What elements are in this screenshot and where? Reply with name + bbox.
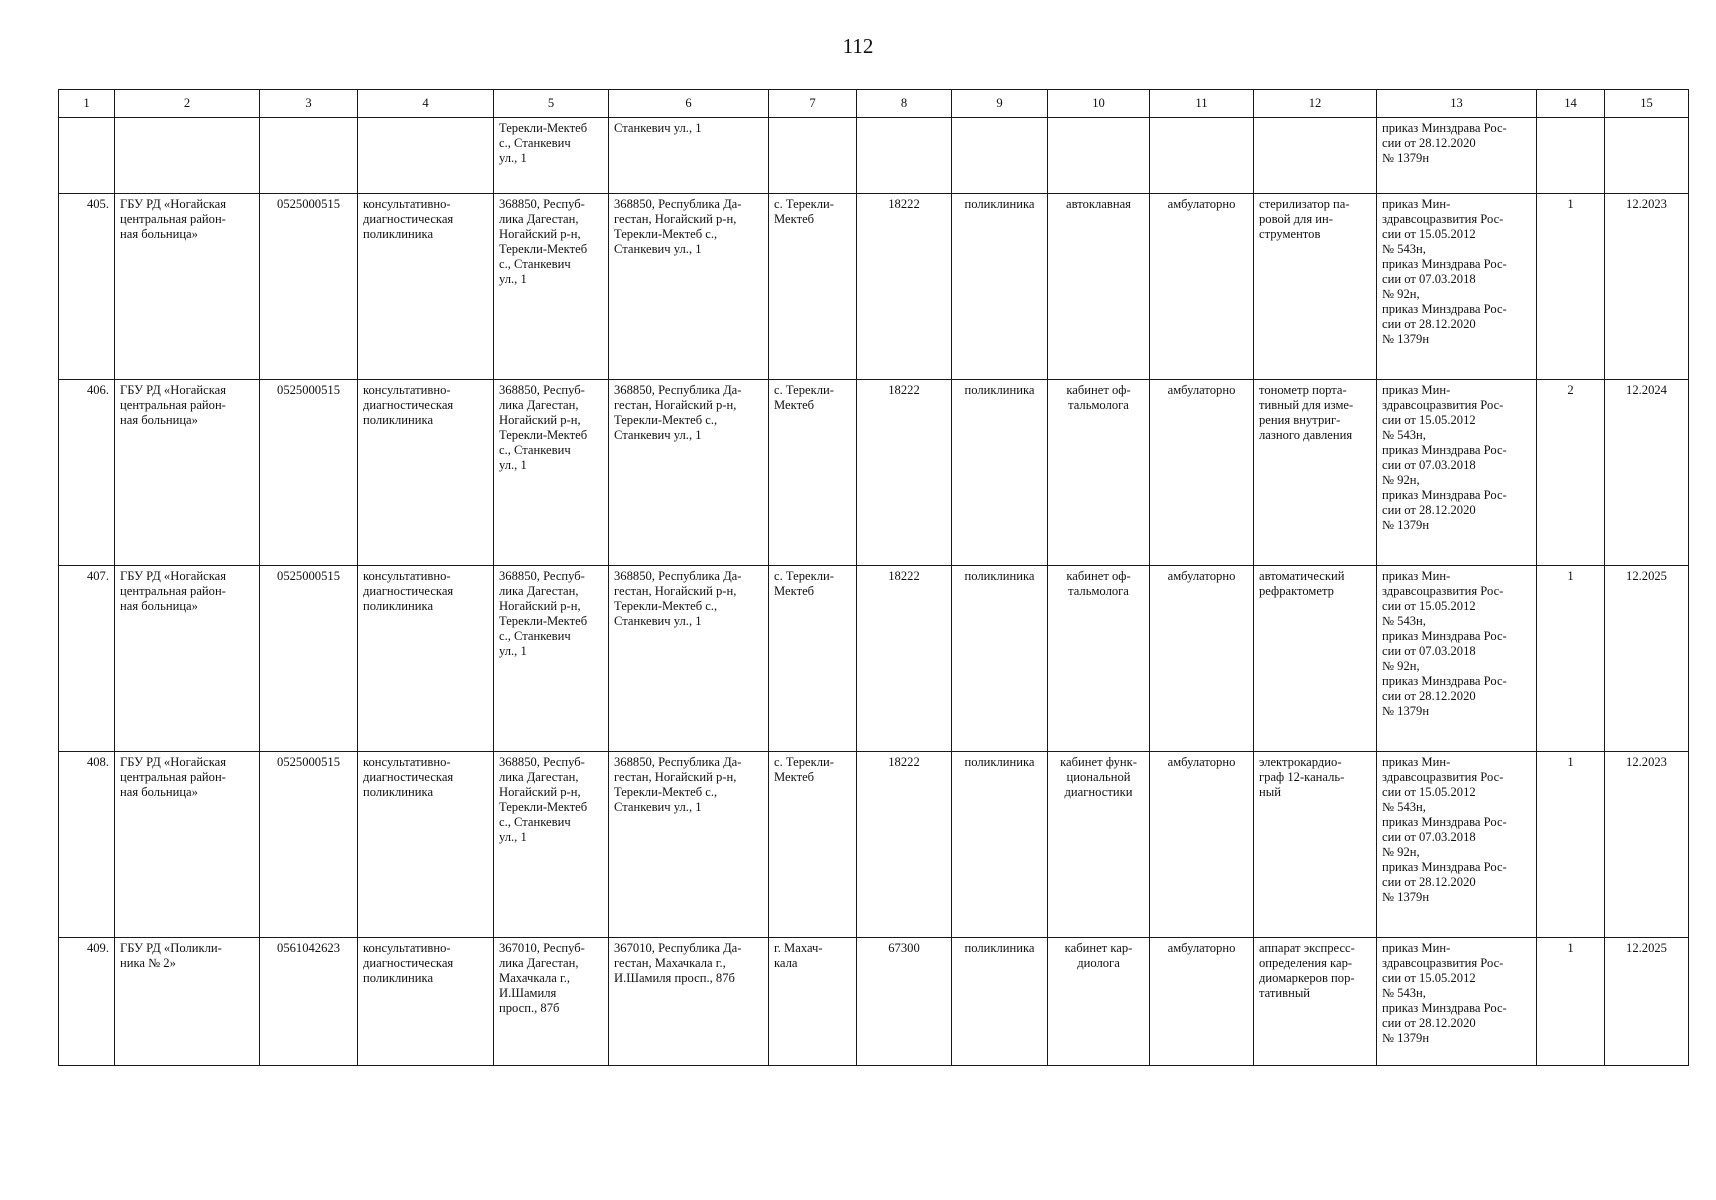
cell-qty: 1 xyxy=(1537,938,1605,1066)
page-number: 112 xyxy=(842,34,874,58)
cell-room: кабинет оф- тальмолога xyxy=(1048,380,1150,566)
cell-code: 18222 xyxy=(857,752,952,938)
cell-qty: 1 xyxy=(1537,194,1605,380)
column-header: 5 xyxy=(494,90,609,118)
cell-type xyxy=(358,118,494,194)
column-header: 14 xyxy=(1537,90,1605,118)
cell-address: 368850, Респуб- лика Дагестан, Ногайский р-н, Терекли-Мектеб с., Станкевич ул., 1 xyxy=(494,194,609,380)
cell-org: ГБУ РД «Ногайская центральная район- ная больница» xyxy=(115,752,260,938)
cell-code: 67300 xyxy=(857,938,952,1066)
table-row xyxy=(59,194,1689,380)
column-header: 13 xyxy=(1377,90,1537,118)
cell-locality: с. Терекли- Мектеб xyxy=(769,194,857,380)
cell-type: консультативно- диагностическая поликлиника xyxy=(358,566,494,752)
cell-facility: поликлиника xyxy=(952,194,1048,380)
column-header: 8 xyxy=(857,90,952,118)
cell-equipment xyxy=(1254,118,1377,194)
cell-address: 368850, Респуб- лика Дагестан, Ногайский р-н, Терекли-Мектеб с., Станкевич ул., 1 xyxy=(494,566,609,752)
cell-mode xyxy=(1150,118,1254,194)
cell-inn: 0525000515 xyxy=(260,380,358,566)
column-header: 7 xyxy=(769,90,857,118)
continuation-row xyxy=(59,118,1689,194)
cell-basis: приказ Мин- здравсоцразвития Рос- сии от 15.05.2012 № 543н, приказ Минздрава Рос- сии от 07.03.2018 № 92н, приказ Минздрава Рос- сии от 28.12.2020 № 1379н xyxy=(1377,380,1537,566)
cell-org: ГБУ РД «Ногайская центральная район- ная больница» xyxy=(115,194,260,380)
cell-address: 367010, Респуб- лика Дагестан, Махачкала г., И.Шамиля просп., 87б xyxy=(494,938,609,1066)
cell-code xyxy=(857,118,952,194)
cell-equipment: электрокардио- граф 12-каналь- ный xyxy=(1254,752,1377,938)
cell-address: 368850, Респуб- лика Дагестан, Ногайский р-н, Терекли-Мектеб с., Станкевич ул., 1 xyxy=(494,380,609,566)
column-header: 6 xyxy=(609,90,769,118)
cell-type: консультативно- диагностическая поликлиника xyxy=(358,938,494,1066)
cell-basis: приказ Минздрава Рос- сии от 28.12.2020 № 1379н xyxy=(1377,118,1537,194)
cell-type: консультативно- диагностическая поликлиника xyxy=(358,752,494,938)
cell-inn xyxy=(260,118,358,194)
cell-qty: 2 xyxy=(1537,380,1605,566)
cell-inn: 0525000515 xyxy=(260,752,358,938)
cell-inn: 0525000515 xyxy=(260,566,358,752)
column-header: 9 xyxy=(952,90,1048,118)
column-header: 1 xyxy=(59,90,115,118)
cell-code: 18222 xyxy=(857,194,952,380)
cell-mode: амбулаторно xyxy=(1150,566,1254,752)
cell-mode: амбулаторно xyxy=(1150,194,1254,380)
cell-mode: амбулаторно xyxy=(1150,752,1254,938)
cell-org: ГБУ РД «Ногайская центральная район- ная больница» xyxy=(115,380,260,566)
cell-facility: поликлиника xyxy=(952,566,1048,752)
cell-mode: амбулаторно xyxy=(1150,938,1254,1066)
cell-org: ГБУ РД «Поликли- ника № 2» xyxy=(115,938,260,1066)
cell-locality: г. Махач- кала xyxy=(769,938,857,1066)
cell-date xyxy=(1605,118,1689,194)
cell-date: 12.2023 xyxy=(1605,194,1689,380)
cell-room: кабинет кар- диолога xyxy=(1048,938,1150,1066)
table-row xyxy=(59,566,1689,752)
cell-num: 406. xyxy=(59,380,115,566)
column-header: 12 xyxy=(1254,90,1377,118)
cell-org xyxy=(115,118,260,194)
cell-address2: 368850, Республика Да- гестан, Ногайский р-н, Терекли-Мектеб с., Станкевич ул., 1 xyxy=(609,566,769,752)
cell-qty xyxy=(1537,118,1605,194)
column-header: 11 xyxy=(1150,90,1254,118)
cell-code: 18222 xyxy=(857,380,952,566)
cell-facility: поликлиника xyxy=(952,752,1048,938)
cell-basis: приказ Мин- здравсоцразвития Рос- сии от 15.05.2012 № 543н, приказ Минздрава Рос- сии от 28.12.2020 № 1379н xyxy=(1377,938,1537,1066)
cell-num: 408. xyxy=(59,752,115,938)
cell-num: 407. xyxy=(59,566,115,752)
cell-inn: 0525000515 xyxy=(260,194,358,380)
cell-equipment: стерилизатор па- ровой для ин- струментов xyxy=(1254,194,1377,380)
cell-num: 405. xyxy=(59,194,115,380)
cell-locality xyxy=(769,118,857,194)
column-header: 4 xyxy=(358,90,494,118)
table-row xyxy=(59,380,1689,566)
cell-address2: 367010, Республика Да- гестан, Махачкала г., И.Шамиля просп., 87б xyxy=(609,938,769,1066)
cell-locality: с. Терекли- Мектеб xyxy=(769,752,857,938)
cell-date: 12.2025 xyxy=(1605,566,1689,752)
cell-address: Терекли-Мектеб с., Станкевич ул., 1 xyxy=(494,118,609,194)
cell-address2: Станкевич ул., 1 xyxy=(609,118,769,194)
cell-inn: 0561042623 xyxy=(260,938,358,1066)
cell-basis: приказ Мин- здравсоцразвития Рос- сии от 15.05.2012 № 543н, приказ Минздрава Рос- сии от 07.03.2018 № 92н, приказ Минздрава Рос- сии от 28.12.2020 № 1379н xyxy=(1377,752,1537,938)
cell-basis: приказ Мин- здравсоцразвития Рос- сии от 15.05.2012 № 543н, приказ Минздрава Рос- сии от 07.03.2018 № 92н, приказ Минздрава Рос- сии от 28.12.2020 № 1379н xyxy=(1377,194,1537,380)
cell-date: 12.2025 xyxy=(1605,938,1689,1066)
cell-locality: с. Терекли- Мектеб xyxy=(769,566,857,752)
cell-locality: с. Терекли- Мектеб xyxy=(769,380,857,566)
column-header: 3 xyxy=(260,90,358,118)
column-header: 10 xyxy=(1048,90,1150,118)
cell-mode: амбулаторно xyxy=(1150,380,1254,566)
cell-num xyxy=(59,118,115,194)
cell-facility xyxy=(952,118,1048,194)
cell-equipment: аппарат экспресс- определения кар- диомаркеров пор- тативный xyxy=(1254,938,1377,1066)
column-number-row xyxy=(59,90,1689,118)
cell-equipment: автоматический рефрактометр xyxy=(1254,566,1377,752)
cell-address2: 368850, Республика Да- гестан, Ногайский р-н, Терекли-Мектеб с., Станкевич ул., 1 xyxy=(609,194,769,380)
cell-qty: 1 xyxy=(1537,566,1605,752)
equipment-table xyxy=(58,89,1689,1066)
cell-equipment: тонометр порта- тивный для изме- рения внутриг- лазного давления xyxy=(1254,380,1377,566)
table-row xyxy=(59,938,1689,1066)
cell-type: консультативно- диагностическая поликлиника xyxy=(358,194,494,380)
cell-room: кабинет оф- тальмолога xyxy=(1048,566,1150,752)
cell-type: консультативно- диагностическая поликлиника xyxy=(358,380,494,566)
cell-address: 368850, Респуб- лика Дагестан, Ногайский р-н, Терекли-Мектеб с., Станкевич ул., 1 xyxy=(494,752,609,938)
cell-facility: поликлиника xyxy=(952,380,1048,566)
cell-qty: 1 xyxy=(1537,752,1605,938)
cell-org: ГБУ РД «Ногайская центральная район- ная больница» xyxy=(115,566,260,752)
cell-room: автоклавная xyxy=(1048,194,1150,380)
cell-address2: 368850, Республика Да- гестан, Ногайский р-н, Терекли-Мектеб с., Станкевич ул., 1 xyxy=(609,380,769,566)
cell-date: 12.2023 xyxy=(1605,752,1689,938)
table-row xyxy=(59,752,1689,938)
cell-basis: приказ Мин- здравсоцразвития Рос- сии от 15.05.2012 № 543н, приказ Минздрава Рос- сии от 07.03.2018 № 92н, приказ Минздрава Рос- сии от 28.12.2020 № 1379н xyxy=(1377,566,1537,752)
cell-date: 12.2024 xyxy=(1605,380,1689,566)
cell-address2: 368850, Республика Да- гестан, Ногайский р-н, Терекли-Мектеб с., Станкевич ул., 1 xyxy=(609,752,769,938)
cell-room xyxy=(1048,118,1150,194)
cell-facility: поликлиника xyxy=(952,938,1048,1066)
column-header: 2 xyxy=(115,90,260,118)
cell-code: 18222 xyxy=(857,566,952,752)
cell-num: 409. xyxy=(59,938,115,1066)
column-header: 15 xyxy=(1605,90,1689,118)
cell-room: кабинет функ- циональной диагностики xyxy=(1048,752,1150,938)
